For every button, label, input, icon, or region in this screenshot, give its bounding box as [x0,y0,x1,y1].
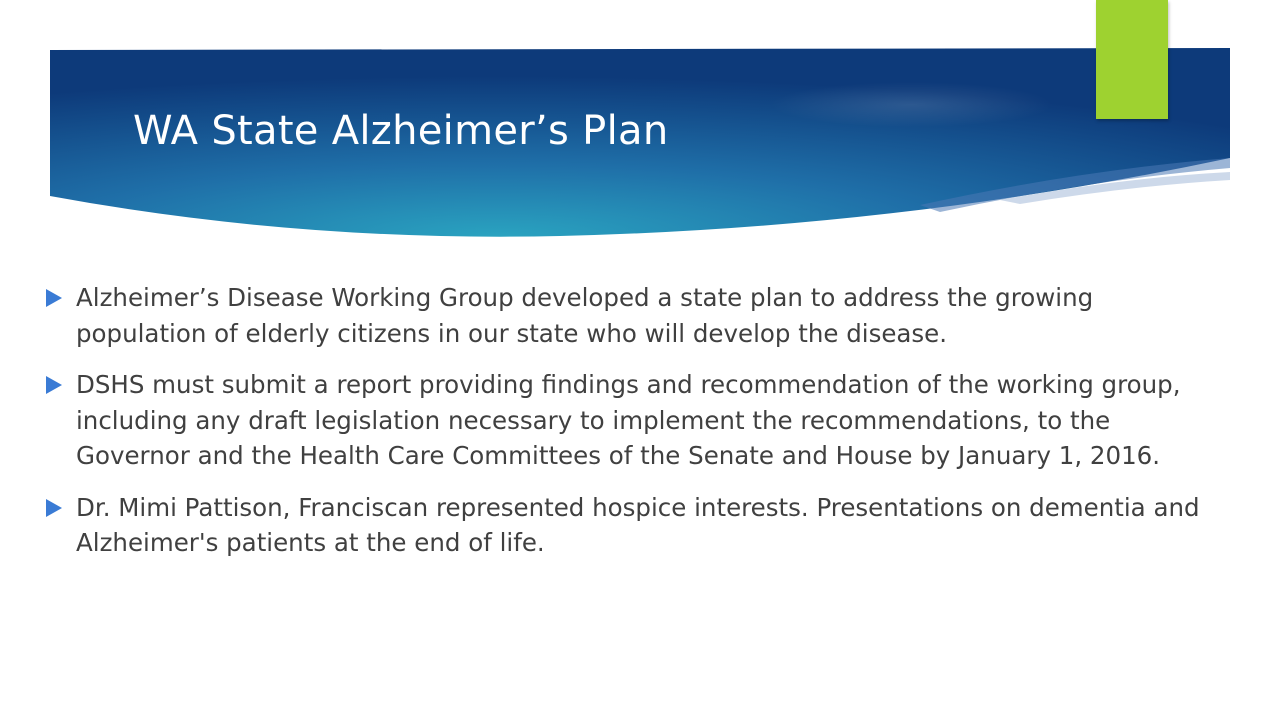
slide-title: WA State Alzheimer’s Plan [133,108,669,154]
accent-bar [1096,0,1168,119]
bullet-text: Alzheimer’s Disease Working Group developed a state plan to address the growing population of elderly citizens in our state who will develop the disease. [76,283,1094,348]
bullet-text: DSHS must submit a report providing findings and recommendation of the working group, including any draft legislation necessary to implement the recommendations, to the Governor and the Health Care Committees of the Senate and House by January 1, 2016. [76,370,1181,470]
bullet-item [46,367,1226,474]
bullet-arrow-icon [46,289,62,307]
bullet-item [46,490,1226,561]
bullet-list [46,280,1226,577]
bullet-item [46,280,1226,351]
bullet-arrow-icon [46,376,62,394]
bullet-text: Dr. Mimi Pattison, Franciscan represented hospice interests. Presentations on dementia and Alzheimer's patients at the end of life. [76,492,1200,557]
bullet-arrow-icon [46,499,62,517]
